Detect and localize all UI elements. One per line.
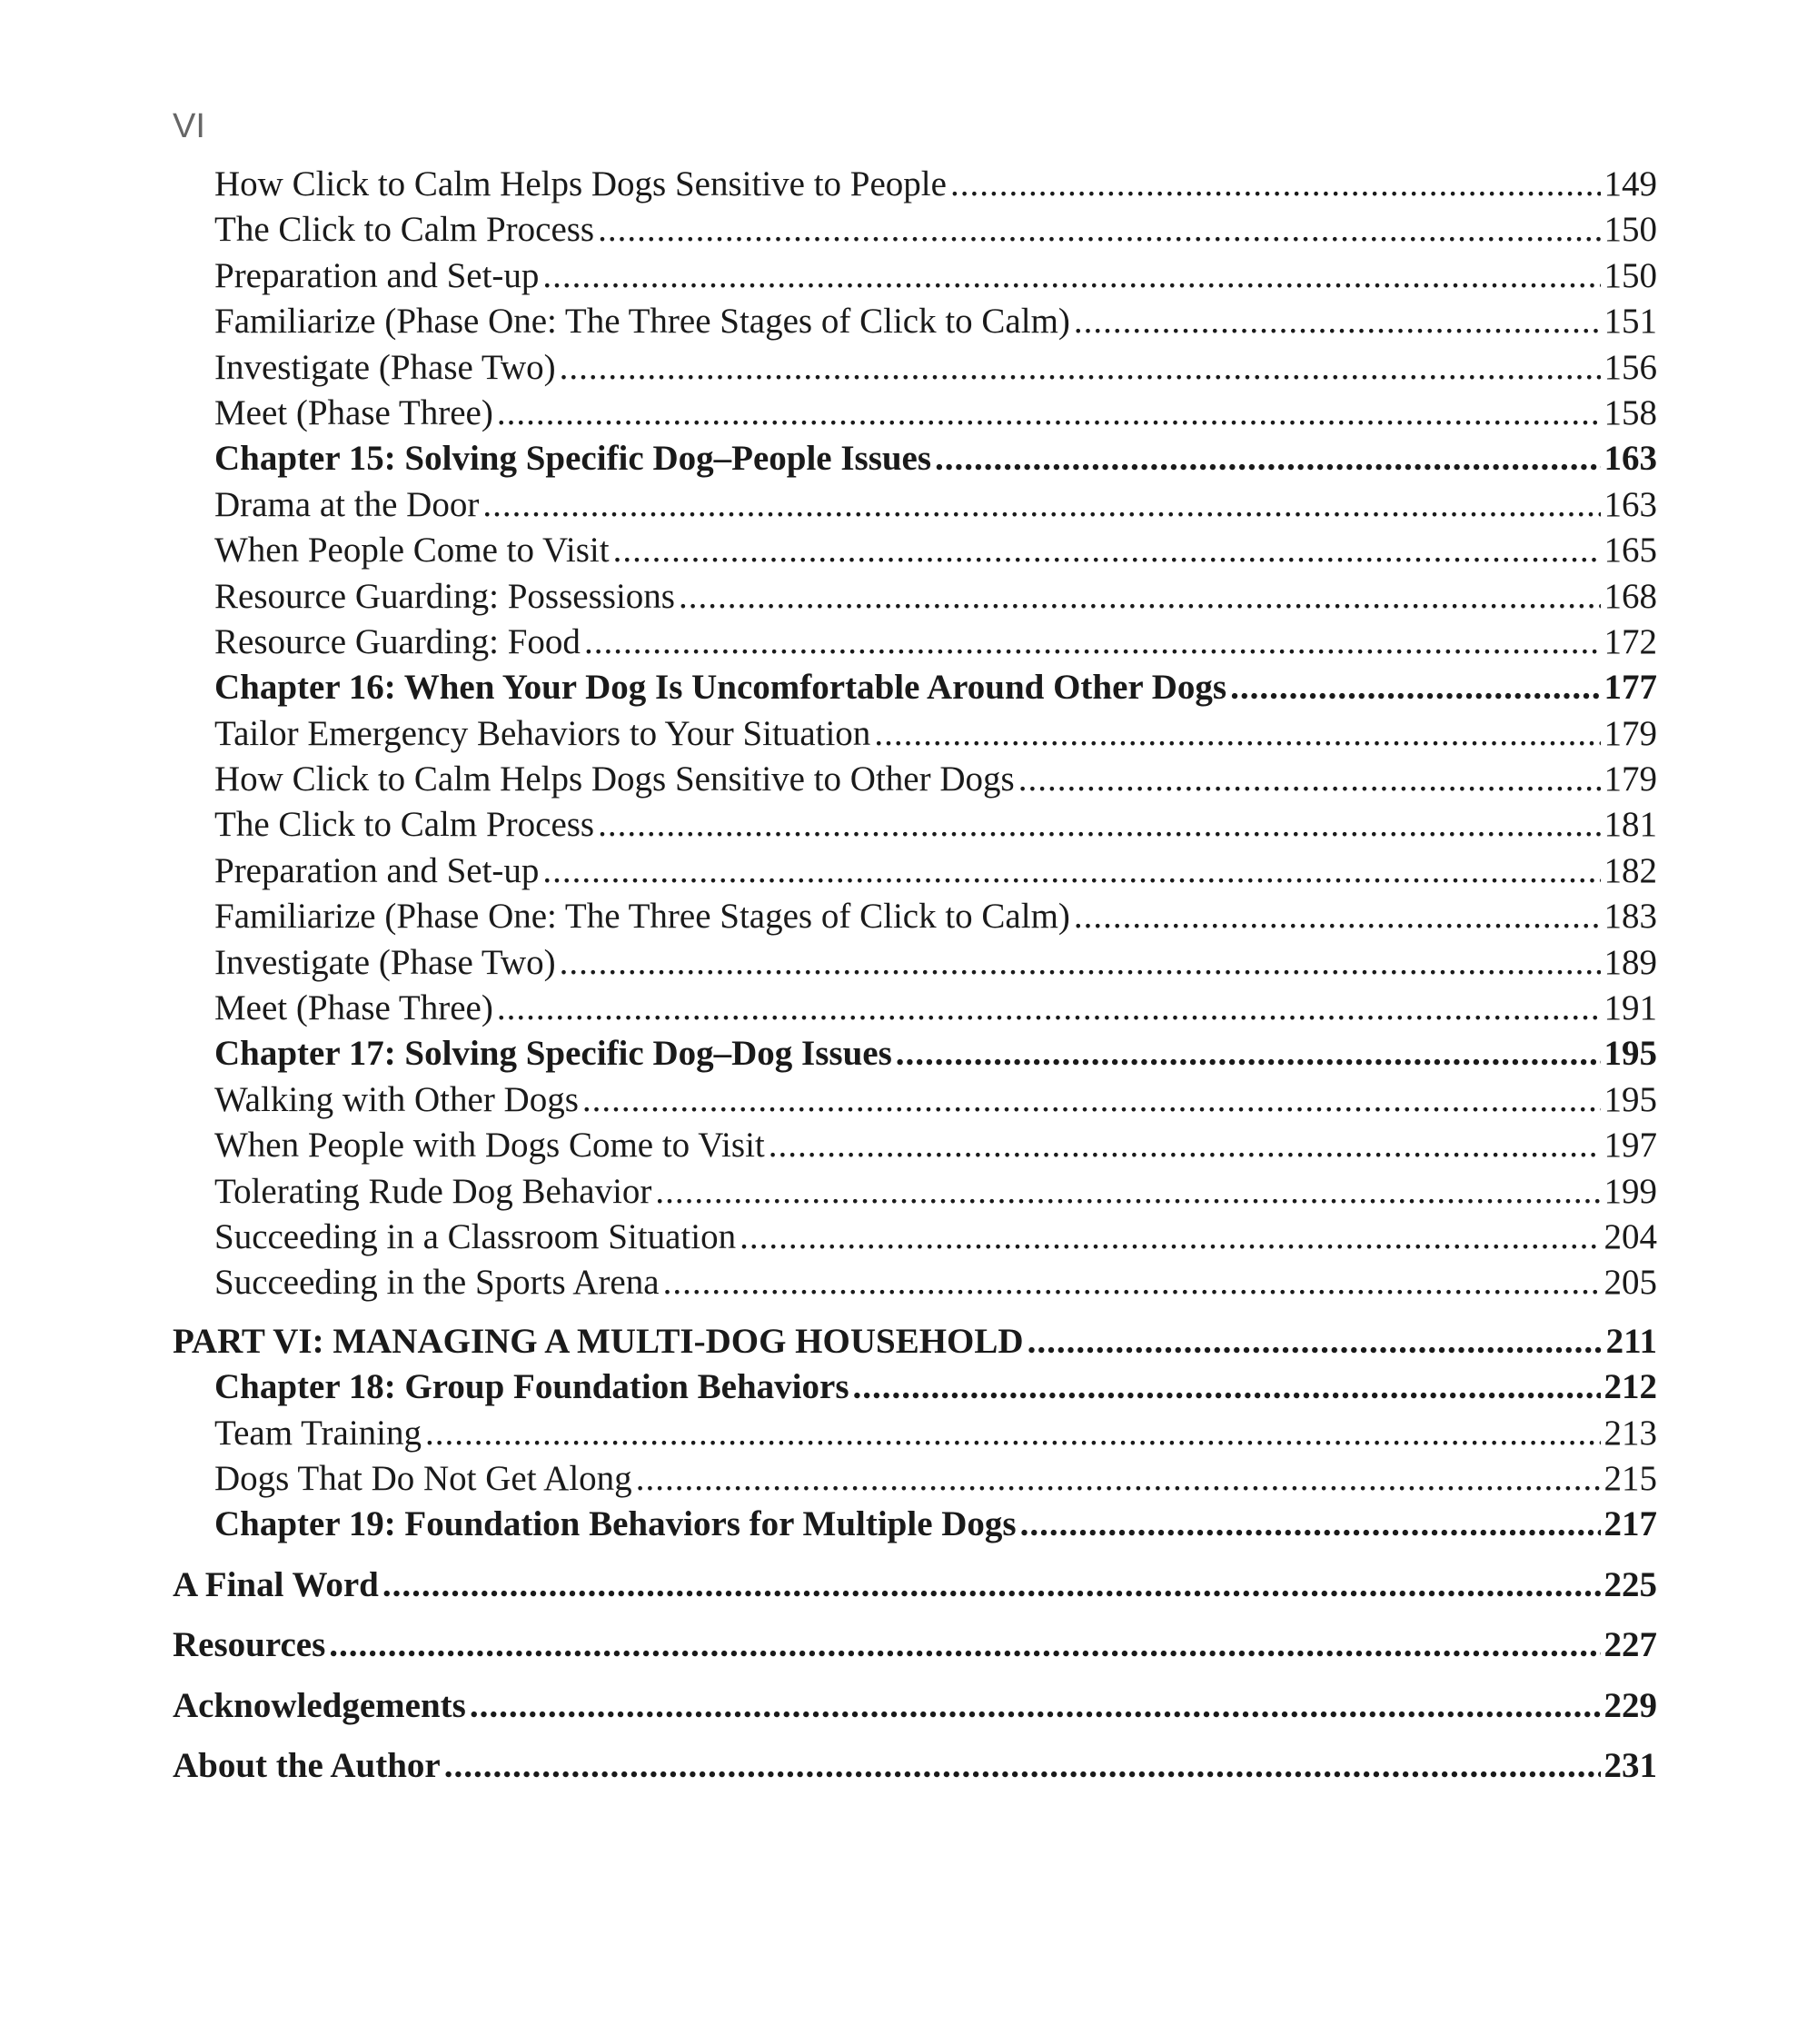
toc-entry-page: 182 (1604, 850, 1657, 890)
toc-entry-title: Chapter 18: Group Foundation Behaviors (214, 1367, 849, 1407)
toc-entry-page: 150 (1604, 255, 1657, 295)
toc-entry-title: When People with Dogs Come to Visit (214, 1126, 765, 1166)
toc-entry-page: 197 (1604, 1126, 1657, 1166)
toc-entry-page: 225 (1604, 1564, 1657, 1604)
toc-entry-page: 205 (1604, 1263, 1657, 1303)
toc-entry-page: 158 (1604, 392, 1657, 432)
toc-entry-page: 215 (1604, 1458, 1657, 1498)
dot-leader (769, 1125, 1601, 1166)
toc-entry[interactable] (173, 1745, 1657, 1791)
toc-entry-title: Tolerating Rude Dog Behavior (214, 1171, 652, 1211)
toc-entry-page: 195 (1604, 1079, 1657, 1119)
toc-entry-page: 231 (1604, 1745, 1657, 1785)
dot-leader (655, 1171, 1600, 1212)
toc-entry-page: 199 (1604, 1171, 1657, 1211)
toc-entry-title: PART VI: MANAGING A MULTI-DOG HOUSEHOLD (173, 1321, 1024, 1361)
dot-leader (598, 804, 1600, 845)
dot-leader (497, 987, 1601, 1028)
dot-leader (497, 392, 1601, 433)
toc-entry-page: 212 (1604, 1367, 1657, 1407)
toc-entry[interactable] (173, 301, 1657, 346)
dot-leader (896, 1033, 1601, 1074)
toc-entry-title: Familiarize (Phase One: The Three Stages of Click to Calm) (214, 897, 1070, 937)
dot-leader (382, 1564, 1601, 1605)
toc-entry[interactable] (173, 347, 1657, 392)
toc-entry[interactable] (173, 1624, 1657, 1670)
toc-entry-title: The Click to Calm Process (214, 805, 595, 845)
toc-entry-page: 227 (1604, 1625, 1657, 1665)
dot-leader (1074, 301, 1601, 342)
toc-entry-title: Resources (173, 1625, 326, 1665)
dot-leader (542, 255, 1600, 296)
dot-leader (613, 530, 1601, 571)
page-number: VI (173, 107, 205, 145)
toc-entry[interactable] (173, 1413, 1657, 1458)
dot-leader (663, 1262, 1601, 1303)
toc-entry-page: 191 (1604, 988, 1657, 1028)
toc-entry[interactable] (173, 209, 1657, 254)
toc-entry-title: Preparation and Set-up (214, 255, 540, 295)
toc-entry[interactable] (173, 1321, 1657, 1366)
dot-leader (470, 1685, 1601, 1726)
toc-entry-title: Chapter 19: Foundation Behaviors for Multiple Dogs (214, 1504, 1017, 1544)
toc-entry-title: Resource Guarding: Possessions (214, 576, 675, 616)
toc-entry[interactable] (173, 1262, 1657, 1307)
toc-entry[interactable] (173, 896, 1657, 941)
toc-entry-page: 211 (1605, 1321, 1657, 1361)
dot-leader (329, 1624, 1600, 1665)
dot-leader (444, 1745, 1601, 1786)
dot-leader (1028, 1321, 1603, 1362)
toc-entry-page: 179 (1604, 759, 1657, 799)
toc-entry-page: 150 (1604, 210, 1657, 250)
toc-entry-page: 183 (1604, 897, 1657, 937)
toc-entry-title: Walking with Other Dogs (214, 1079, 579, 1119)
toc-entry-title: Investigate (Phase Two) (214, 347, 556, 387)
toc-entry-title: A Final Word (173, 1564, 379, 1604)
toc-entry[interactable] (173, 1125, 1657, 1170)
dot-leader (874, 713, 1600, 754)
dot-leader (950, 164, 1601, 204)
dot-leader (1230, 667, 1600, 708)
toc-entry-page: 204 (1604, 1216, 1657, 1256)
toc-entry[interactable] (173, 1366, 1657, 1412)
toc-entry[interactable] (173, 1033, 1657, 1078)
toc-entry-title: How Click to Calm Helps Dogs Sensitive to Other Dogs (214, 759, 1015, 799)
toc-entry[interactable] (173, 850, 1657, 896)
dot-leader (1018, 759, 1601, 799)
toc-entry-title: About the Author (173, 1745, 441, 1785)
toc-entry[interactable] (173, 987, 1657, 1033)
toc-entry-title: Team Training (214, 1413, 422, 1453)
toc-entry-title: Acknowledgements (173, 1685, 466, 1725)
toc-entry-title: Tailor Emergency Behaviors to Your Situation (214, 713, 871, 753)
toc-entry-page: 172 (1604, 621, 1657, 661)
dot-leader (1074, 896, 1601, 937)
toc-entry-title: Preparation and Set-up (214, 850, 540, 890)
dot-leader (582, 1079, 1601, 1120)
toc-entry-title: Chapter 16: When Your Dog Is Uncomfortable Around Other Dogs (214, 668, 1227, 708)
toc-entry[interactable] (173, 1171, 1657, 1216)
dot-leader (425, 1413, 1600, 1454)
toc-entry-page: 213 (1604, 1413, 1657, 1453)
toc-entry-page: 151 (1604, 302, 1657, 342)
toc-entry[interactable] (173, 1503, 1657, 1549)
toc-entry-title: Familiarize (Phase One: The Three Stages of Click to Calm) (214, 302, 1070, 342)
toc-entry[interactable] (173, 1458, 1657, 1503)
dot-leader (740, 1216, 1600, 1257)
toc-entry-page: 177 (1604, 668, 1657, 708)
toc-entry[interactable] (173, 392, 1657, 438)
toc-entry[interactable] (173, 942, 1657, 987)
toc-entry[interactable] (173, 576, 1657, 621)
toc-entry[interactable] (173, 484, 1657, 530)
toc-entry-title: Drama at the Door (214, 484, 480, 524)
toc-entry[interactable] (173, 438, 1657, 483)
dot-leader (584, 621, 1601, 662)
toc-entry-title: Dogs That Do Not Get Along (214, 1458, 632, 1498)
dot-leader (636, 1458, 1601, 1499)
toc-entry-page: 163 (1604, 484, 1657, 524)
toc-entry[interactable] (173, 713, 1657, 759)
toc-entry-title: When People Come to Visit (214, 531, 610, 571)
toc-entry-page: 179 (1604, 713, 1657, 753)
toc-entry-page: 168 (1604, 576, 1657, 616)
toc-entry-title: Meet (Phase Three) (214, 392, 493, 432)
toc-entry[interactable] (173, 255, 1657, 301)
toc-entry-title: Succeeding in the Sports Arena (214, 1263, 660, 1303)
toc-entry-title: How Click to Calm Helps Dogs Sensitive to People (214, 164, 947, 203)
toc-entry-title: Meet (Phase Three) (214, 988, 493, 1028)
toc-entry-title: Succeeding in a Classroom Situation (214, 1216, 737, 1256)
toc-entry-title: Chapter 17: Solving Specific Dog–Dog Issues (214, 1034, 892, 1074)
toc-entry[interactable] (173, 667, 1657, 712)
toc-entry-page: 229 (1604, 1685, 1657, 1725)
toc-entry-page: 217 (1604, 1504, 1657, 1544)
toc-entry[interactable] (173, 1216, 1657, 1262)
toc-entry-title: Investigate (Phase Two) (214, 942, 556, 982)
toc-entry-title: Chapter 15: Solving Specific Dog–People Issues (214, 439, 932, 479)
toc-entry-page: 165 (1604, 531, 1657, 571)
toc-entry-page: 163 (1604, 439, 1657, 479)
toc-entry[interactable] (173, 759, 1657, 804)
toc-entry-page: 189 (1604, 942, 1657, 982)
dot-leader (1020, 1503, 1601, 1544)
toc-entry-page: 195 (1604, 1034, 1657, 1074)
dot-leader (935, 438, 1600, 479)
toc-entry-page: 156 (1604, 347, 1657, 387)
toc-entry-page: 181 (1604, 805, 1657, 845)
toc-entry-title: The Click to Calm Process (214, 210, 595, 250)
table-of-contents (173, 164, 1657, 1791)
dot-leader (560, 942, 1601, 983)
toc-entry[interactable] (173, 1079, 1657, 1125)
dot-leader (598, 209, 1600, 250)
toc-entry[interactable] (173, 1564, 1657, 1610)
dot-leader (679, 576, 1601, 617)
toc-entry[interactable] (173, 164, 1657, 209)
toc-entry[interactable] (173, 621, 1657, 667)
dot-leader (853, 1366, 1601, 1407)
dot-leader (482, 484, 1600, 525)
toc-entry[interactable] (173, 1685, 1657, 1731)
dot-leader (560, 347, 1601, 388)
toc-entry-title: Resource Guarding: Food (214, 621, 581, 661)
toc-entry[interactable] (173, 804, 1657, 849)
toc-entry[interactable] (173, 530, 1657, 575)
toc-entry-page: 149 (1604, 164, 1657, 203)
dot-leader (542, 850, 1600, 891)
